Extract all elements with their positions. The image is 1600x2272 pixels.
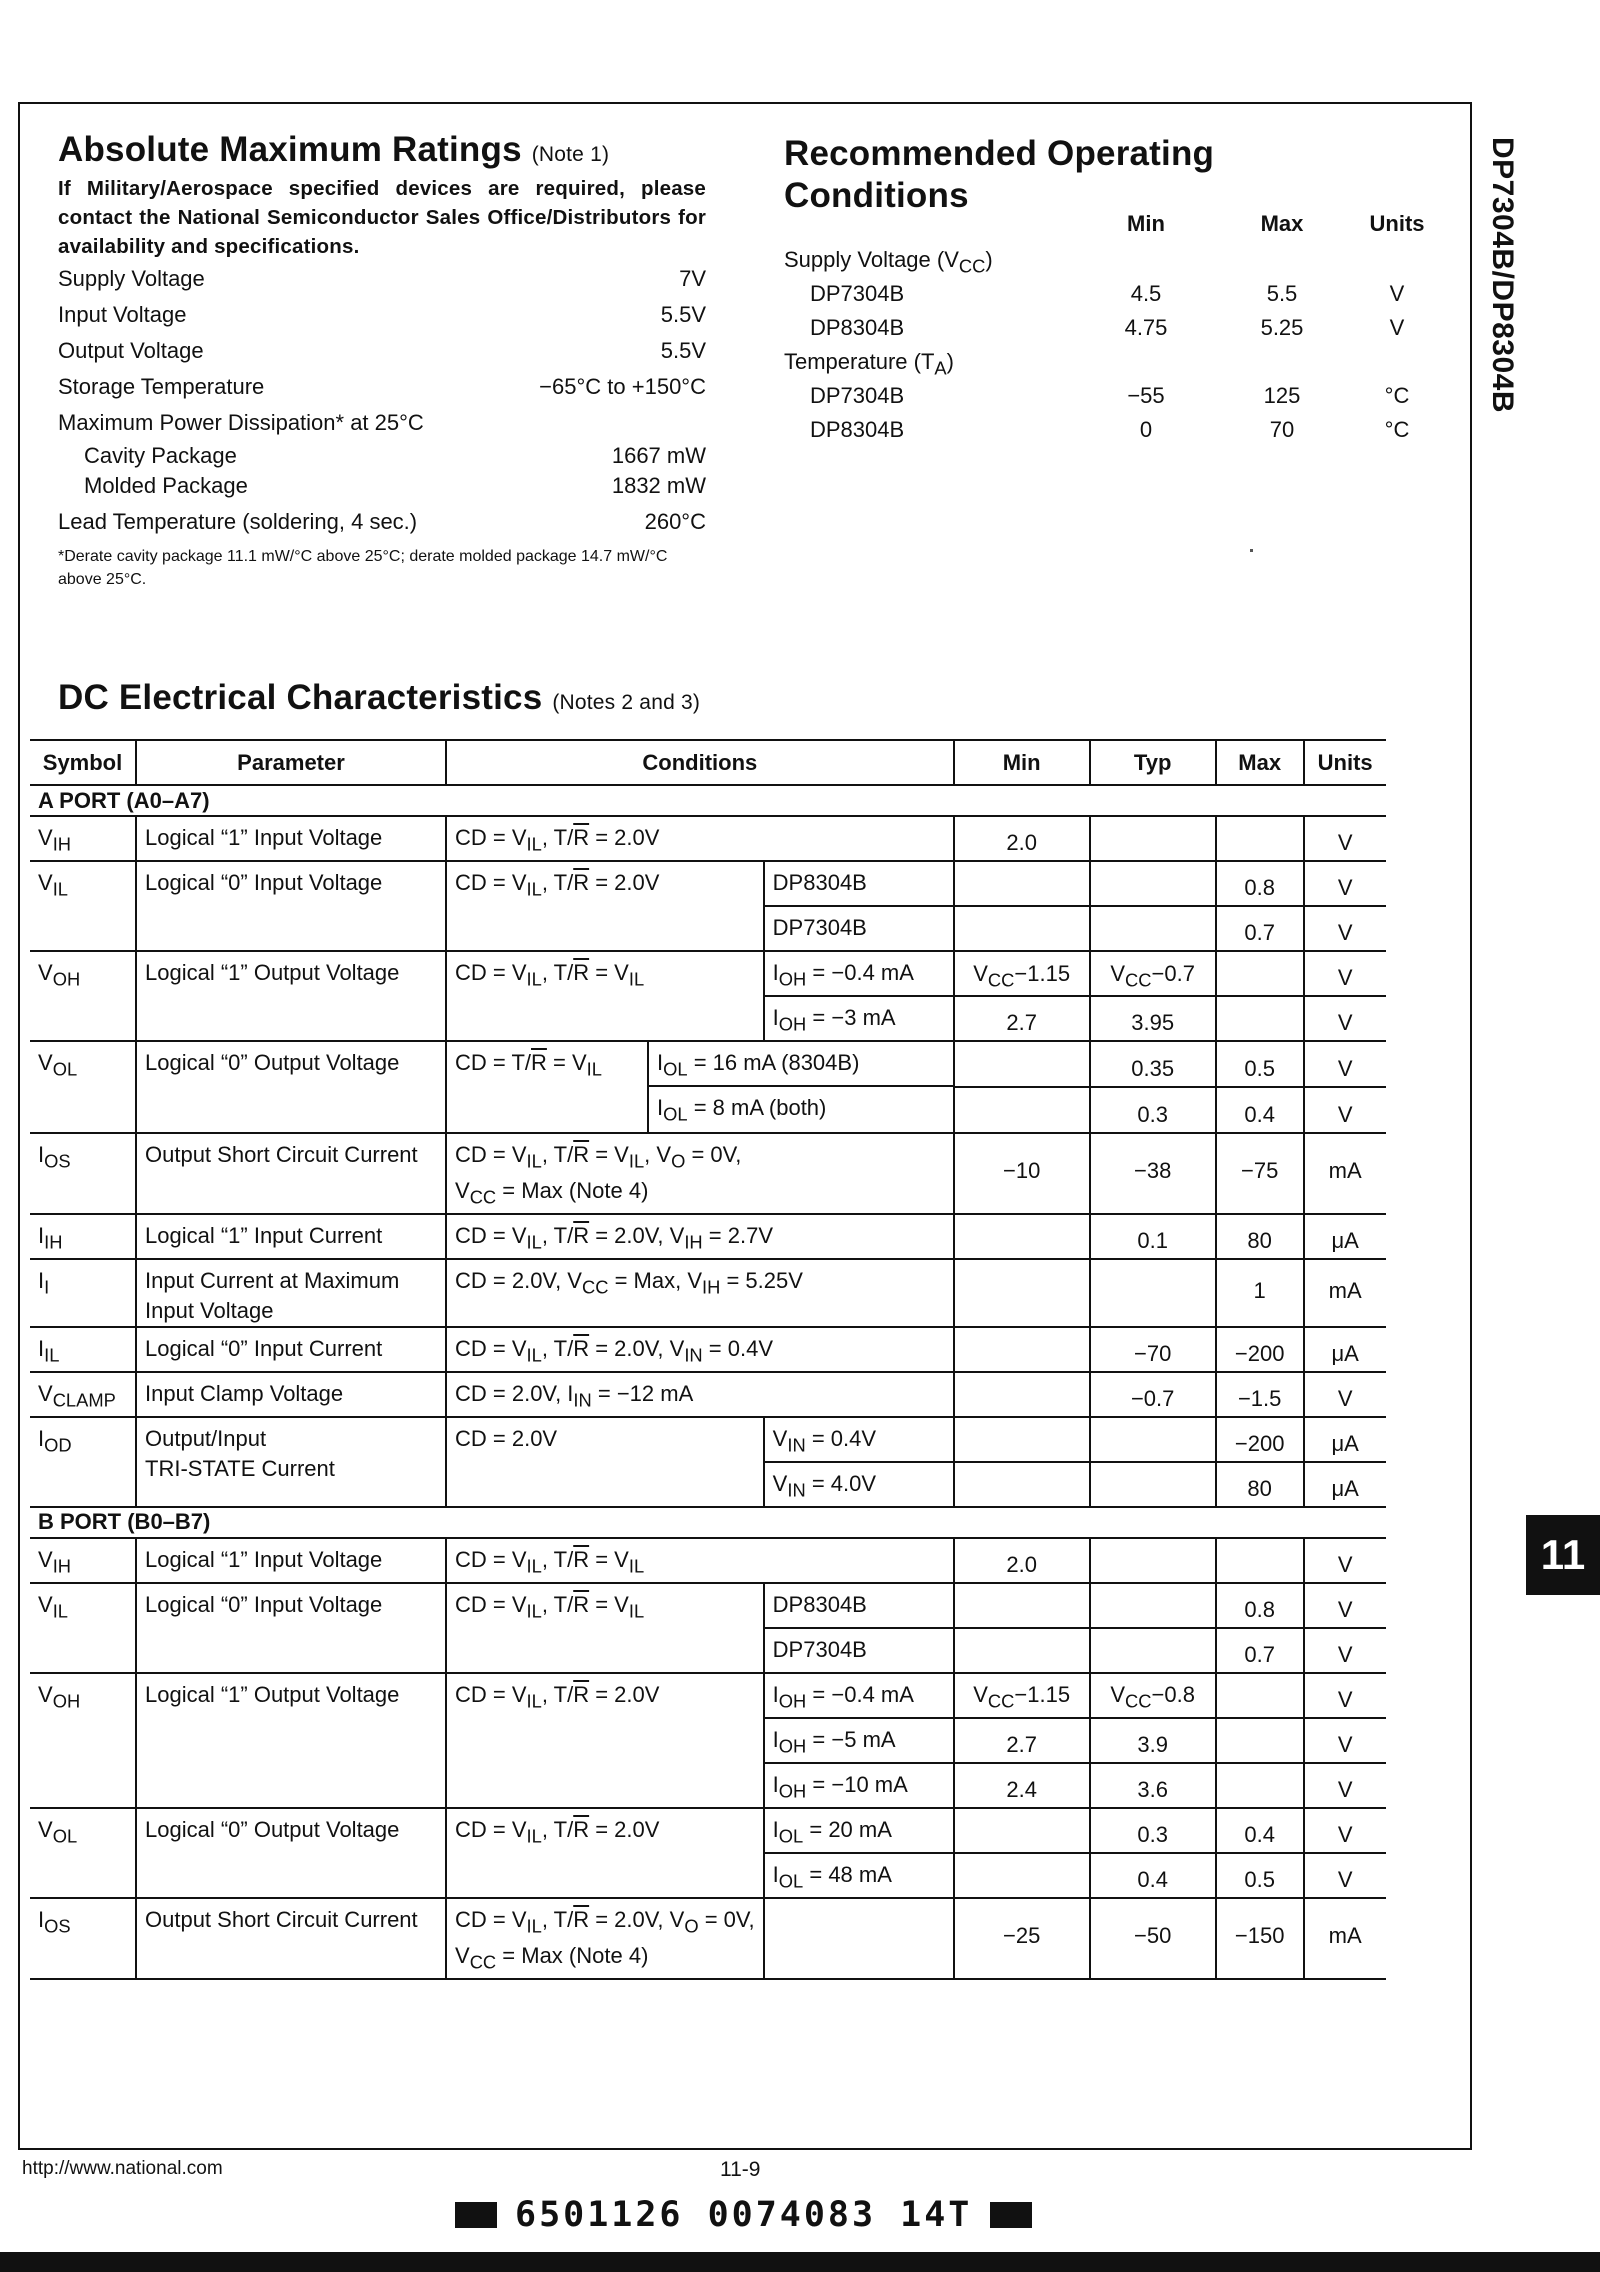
page-number: 11-9 (720, 2158, 761, 2181)
section-row: A PORT (A0–A7) (30, 785, 1386, 816)
scan-dot (1250, 549, 1253, 552)
table-row: $V_{OL}$ Logical “0” Output Voltage CD = $T/\overline{R} = V_{IL}$ $I_{OL} = 16$ mA (8304B) $I_{OL} = 8$ mA (both) 0.35 0.5 V (30, 1041, 1386, 1087)
table-row: $V_{IH}$ Logical “1” Input Voltage CD = $V_{IL}$, $T/\overline{R} = 2.0V$ 2.0 V (30, 816, 1386, 861)
table-header-row: Symbol Parameter Conditions Min Typ Max Units (30, 740, 1386, 785)
table-row: $I_{OD}$ Output/Input TRI-STATE Current CD = 2.0V $V_{IN} = 0.4V$ −200 μA (30, 1417, 1386, 1462)
table-row: $V_{OH}$ Logical “1” Output Voltage CD = $V_{IL}$, $T/\overline{R} = 2.0V$ $I_{OH} = -0.4$ mA $V_{CC}-1.15$ $V_{CC}-0.8$ V (30, 1673, 1386, 1718)
table-row: $I_{IH}$ Logical “1” Input Current CD = $V_{IL}$, $T/\overline{R} = 2.0V$, $V_{IH} = 2.7V$ 0.1 80 μA (30, 1214, 1386, 1259)
roc-group-supply: Supply Voltage $(V_{CC})$ (784, 247, 993, 277)
roc-row: DP7304B −55 125 °C (810, 383, 1410, 408)
code-block-left (455, 2202, 497, 2228)
rating-row: Molded Package 1832 mW (84, 473, 706, 498)
amr-notice: If Military/Aerospace specified devices are required, please contact the National Semiconductor Sales Office/Distributors for availability and specifications. (58, 177, 706, 258)
rating-row: Input Voltage 5.5V (58, 302, 706, 327)
table-row: $I_{OH} = -5$ mA 2.7 3.9 V (30, 1718, 1386, 1763)
table-row: $V_{IN} = 4.0V$ 80 μA (30, 1462, 1386, 1507)
roc-title: Recommended Operating Conditions (784, 134, 1215, 215)
table-row: $V_{IL}$ Logical “0” Input Voltage CD = $V_{IL}$, $T/\overline{R} = V_{IL}$ DP8304B 0.8 V (30, 1583, 1386, 1628)
roc-row: DP7304B 4.5 5.5 V (810, 281, 1405, 306)
roc-group-temperature: Temperature $(T_A)$ (784, 349, 954, 379)
table-row: $I_{OH} = -10$ mA 2.4 3.6 V (30, 1763, 1386, 1808)
footer-url[interactable]: http://www.national.com (22, 2158, 223, 2179)
recommended-operating-conditions (784, 133, 1444, 447)
table-row: $I_{IL}$ Logical “0” Input Current CD = $V_{IL}$, $T/\overline{R} = 2.0V$, $V_{IN} = 0.4V$ −70 −200 μA (30, 1327, 1386, 1372)
absolute-maximum-ratings (58, 130, 706, 591)
table-row: $I_{OL} = 48$ mA 0.4 0.5 V (30, 1853, 1386, 1898)
amr-footnote: *Derate cavity package 11.1 mW/°C above 25°C; derate molded package 14.7 mW/°C above 25°C. (58, 548, 668, 588)
table-row: DP7304B 0.7 V (30, 1628, 1386, 1673)
rating-row: Lead Temperature (soldering, 4 sec.) 260°C (58, 509, 706, 534)
roc-row: DP8304B 4.75 5.25 V (810, 315, 1405, 340)
scan-edge-bar (0, 2252, 1600, 2272)
rating-row: Cavity Package 1667 mW (84, 443, 706, 468)
chapter-tab: 11 (1526, 1515, 1600, 1595)
rating-row: Maximum Power Dissipation* at 25°C (58, 410, 424, 435)
code-block-right (990, 2202, 1032, 2228)
table-row: $V_{CLAMP}$ Input Clamp Voltage CD = 2.0V, $I_{IN} = -12$ mA −0.7 −1.5 V (30, 1372, 1386, 1417)
roc-row: DP8304B 0 70 °C (810, 417, 1410, 442)
side-title: DP7304B/DP8304B (1486, 137, 1519, 413)
table-row: DP7304B 0.7 V (30, 906, 1386, 951)
rating-row: Storage Temperature −65°C to +150°C (58, 374, 706, 399)
table-row: $V_{IL}$ Logical “0” Input Voltage CD = $V_{IL}$, $T/\overline{R} = 2.0V$ DP8304B 0.8 V (30, 861, 1386, 906)
amr-title: Absolute Maximum Ratings (Note 1) (58, 130, 610, 169)
rating-row: Supply Voltage 7V (58, 266, 706, 291)
roc-header: Min Max Units (1127, 211, 1425, 236)
dc-characteristics-table (30, 739, 1386, 1980)
dc-title: DC Electrical Characteristics (Notes 2 and 3) (58, 678, 701, 717)
table-row: $I_{OS}$ Output Short Circuit Current CD = $V_{IL}$, $T/\overline{R} = V_{IL}$, $V_O = 0V$, $V_{CC}$ = Max (Note 4) −10 −38 −75 mA (30, 1133, 1386, 1214)
table-row: $I_{OS}$ Output Short Circuit Current CD = $V_{IL}$, $T/\overline{R} = 2.0V$, $V_O = 0V$, $V_{CC}$ = Max (Note 4) −25 −50 −150 mA (30, 1898, 1386, 1979)
rating-row: Output Voltage 5.5V (58, 338, 706, 363)
print-code: 6501126 0074083 14T (455, 2195, 1032, 2235)
table-row: $I_{OH} = -3$ mA 2.7 3.95 V (30, 996, 1386, 1041)
table-row: $V_{OH}$ Logical “1” Output Voltage CD = $V_{IL}$, $T/\overline{R} = V_{IL}$ $I_{OH} = -0.4$ mA $V_{CC}-1.15$ $V_{CC}-0.7$ V (30, 951, 1386, 996)
table-row: $V_{OL}$ Logical “0” Output Voltage CD = $V_{IL}$, $T/\overline{R} = 2.0V$ $I_{OL} = 20$ mA 0.3 0.4 V (30, 1808, 1386, 1853)
section-row: B PORT (B0–B7) (30, 1507, 1386, 1538)
table-row: 0.3 0.4 V (30, 1087, 1386, 1133)
table-row: $I_I$ Input Current at Maximum Input Voltage CD = 2.0V, $V_{CC}$ = Max, $V_{IH} = 5.25V$ 1 mA (30, 1259, 1386, 1327)
table-row: $V_{IH}$ Logical “1” Input Voltage CD = $V_{IL}$, $T/\overline{R} = V_{IL}$ 2.0 V (30, 1538, 1386, 1583)
